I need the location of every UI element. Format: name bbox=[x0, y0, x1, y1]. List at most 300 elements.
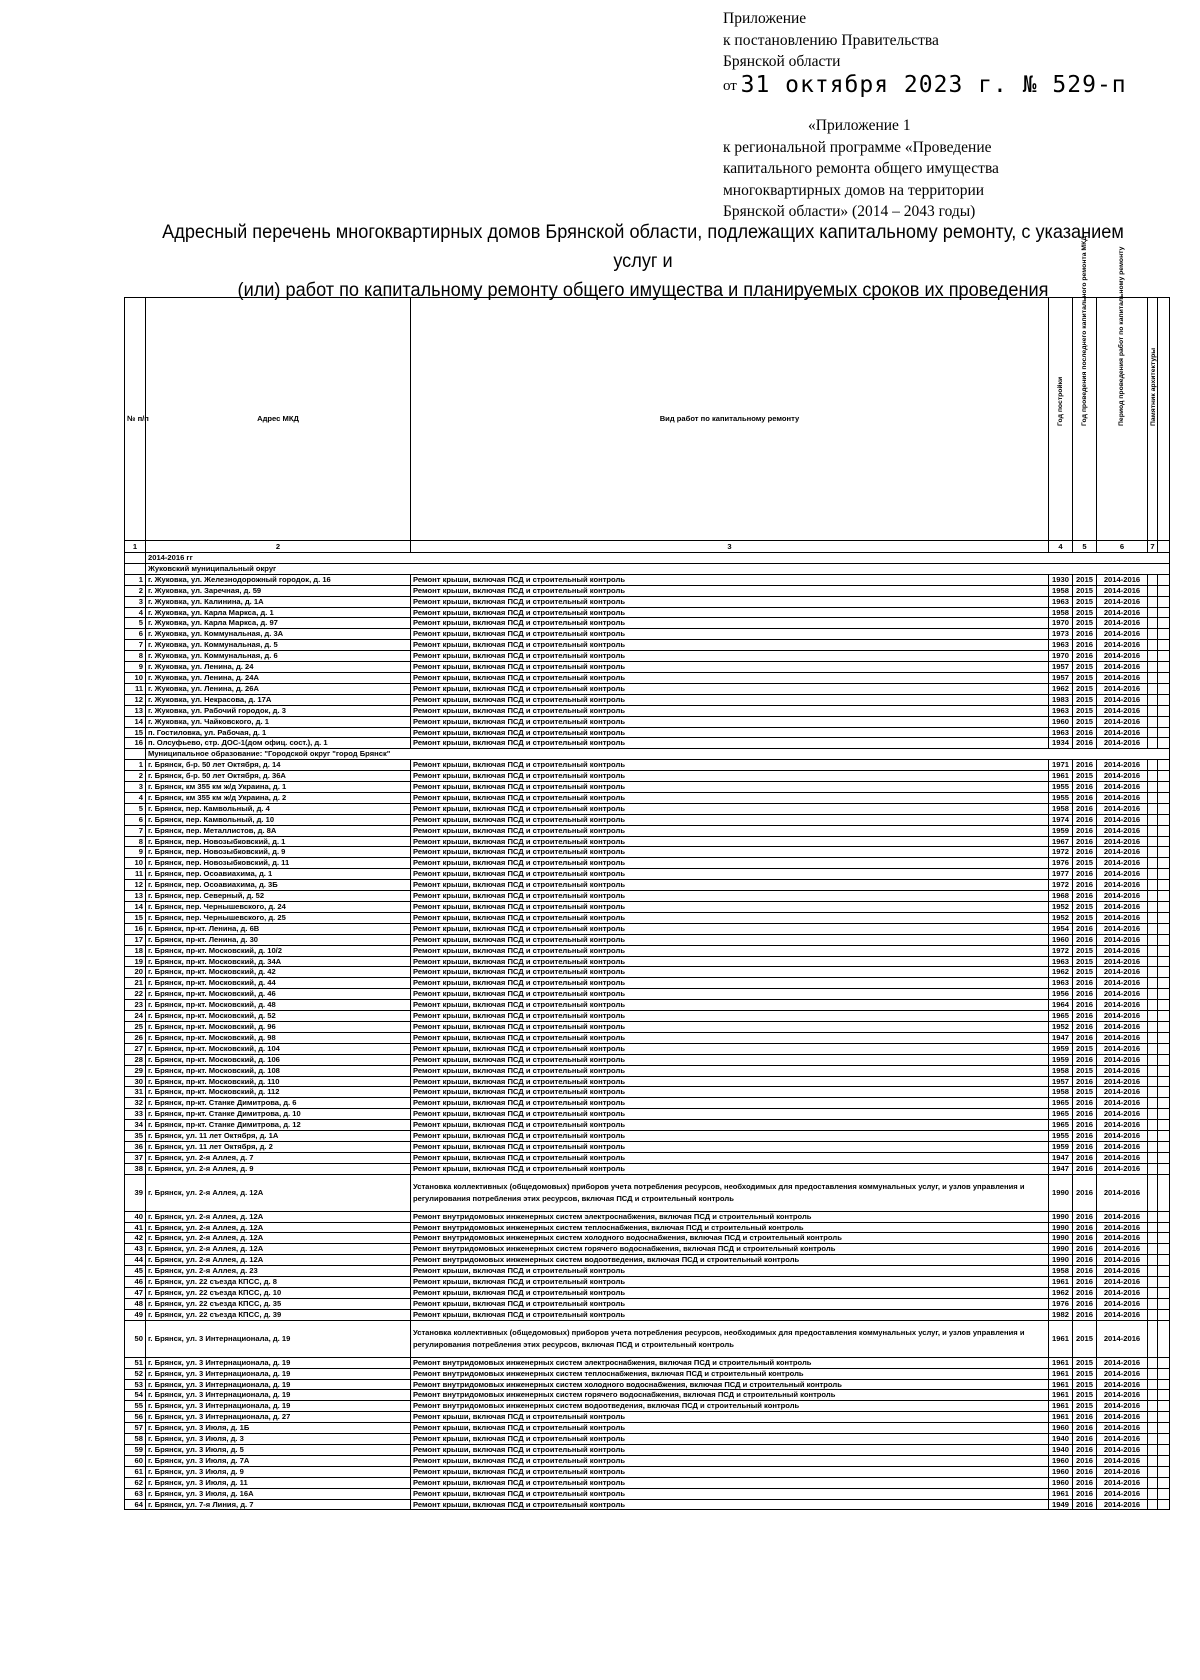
row-last-repair: 2016 bbox=[1073, 782, 1097, 793]
row-address: г. Брянск, ул. 2-я Аллея, д. 9 bbox=[146, 1163, 411, 1174]
row-work-type: Ремонт крыши, включая ПСД и строительный контроль bbox=[411, 880, 1049, 891]
table-row bbox=[125, 716, 1170, 727]
row-year-built: 1961 bbox=[1049, 1488, 1073, 1499]
row-monument bbox=[1148, 1021, 1158, 1032]
row-monument bbox=[1148, 1011, 1158, 1022]
row-monument bbox=[1148, 1434, 1158, 1445]
row-monument bbox=[1148, 1233, 1158, 1244]
row-address: г. Жуковка, ул. Коммунальная, д. 3А bbox=[146, 629, 411, 640]
row-monument bbox=[1148, 836, 1158, 847]
row-address: г. Брянск, ул. 3 Июля, д. 9 bbox=[146, 1466, 411, 1477]
row-last-repair: 2016 bbox=[1073, 1011, 1097, 1022]
row-monument bbox=[1148, 1320, 1158, 1357]
row-monument bbox=[1148, 858, 1158, 869]
row-work-type: Ремонт крыши, включая ПСД и строительный контроль bbox=[411, 989, 1049, 1000]
row-address: г. Брянск, ул. 22 съезда КПСС, д. 39 bbox=[146, 1309, 411, 1320]
table-row bbox=[125, 727, 1170, 738]
row-year-built: 1974 bbox=[1049, 814, 1073, 825]
row-monument bbox=[1148, 814, 1158, 825]
row-address: п. Олсуфьево, стр. ДОС-1(дом офиц. сост.), д. 1 bbox=[146, 738, 411, 749]
row-last-repair: 2016 bbox=[1073, 651, 1097, 662]
row-period: 2014-2016 bbox=[1097, 672, 1148, 683]
row-address: г. Брянск, пер. Новозыбковский, д. 1 bbox=[146, 836, 411, 847]
row-year-built: 1961 bbox=[1049, 1368, 1073, 1379]
row-year-built: 1963 bbox=[1049, 596, 1073, 607]
row-spacer bbox=[1158, 1222, 1170, 1233]
row-number: 45 bbox=[125, 1266, 146, 1277]
row-spacer bbox=[1158, 1141, 1170, 1152]
row-work-type: Установка коллективных (общедомовых) приборов учета потребления ресурсов, необходимых для предоставления коммунальных услуг, и узлов управления и регулирования потребления этих ресурсов, включая ПСД и строительный контроль bbox=[411, 1174, 1049, 1211]
row-year-built: 1982 bbox=[1049, 1309, 1073, 1320]
row-year-built: 1973 bbox=[1049, 629, 1073, 640]
row-last-repair: 2016 bbox=[1073, 1000, 1097, 1011]
row-spacer bbox=[1158, 1390, 1170, 1401]
row-spacer bbox=[1158, 1455, 1170, 1466]
row-spacer bbox=[1158, 596, 1170, 607]
row-last-repair: 2015 bbox=[1073, 1320, 1097, 1357]
row-last-repair: 2016 bbox=[1073, 1423, 1097, 1434]
row-spacer bbox=[1158, 923, 1170, 934]
row-address: г. Брянск, пер. Новозыбковский, д. 9 bbox=[146, 847, 411, 858]
table-row bbox=[125, 945, 1170, 956]
row-spacer bbox=[1158, 814, 1170, 825]
program-appendix-title: «Приложение 1 bbox=[808, 117, 911, 134]
row-address: г. Брянск, пр-кт. Московский, д. 48 bbox=[146, 1000, 411, 1011]
row-period: 2014-2016 bbox=[1097, 727, 1148, 738]
row-spacer bbox=[1158, 574, 1170, 585]
table-row bbox=[125, 803, 1170, 814]
row-monument bbox=[1148, 771, 1158, 782]
row-year-built: 1963 bbox=[1049, 978, 1073, 989]
row-work-type: Ремонт крыши, включая ПСД и строительный контроль bbox=[411, 585, 1049, 596]
row-period: 2014-2016 bbox=[1097, 858, 1148, 869]
row-period: 2014-2016 bbox=[1097, 1455, 1148, 1466]
row-work-type: Ремонт внутридомовых инженерных систем горячего водоснабжения, включая ПСД и строительный контроль bbox=[411, 1390, 1049, 1401]
row-number: 1 bbox=[125, 574, 146, 585]
row-period: 2014-2016 bbox=[1097, 1109, 1148, 1120]
row-spacer bbox=[1158, 705, 1170, 716]
table-row bbox=[125, 705, 1170, 716]
row-number: 5 bbox=[125, 803, 146, 814]
row-period: 2014-2016 bbox=[1097, 683, 1148, 694]
row-last-repair: 2015 bbox=[1073, 912, 1097, 923]
table-row bbox=[125, 672, 1170, 683]
row-work-type: Ремонт крыши, включая ПСД и строительный контроль bbox=[411, 967, 1049, 978]
row-monument bbox=[1148, 803, 1158, 814]
row-year-built: 1972 bbox=[1049, 847, 1073, 858]
row-work-type: Ремонт крыши, включая ПСД и строительный контроль bbox=[411, 1434, 1049, 1445]
row-year-built: 1961 bbox=[1049, 1320, 1073, 1357]
table-row bbox=[125, 1423, 1170, 1434]
row-number: 64 bbox=[125, 1499, 146, 1510]
row-last-repair: 2016 bbox=[1073, 1152, 1097, 1163]
row-period: 2014-2016 bbox=[1097, 1423, 1148, 1434]
row-period: 2014-2016 bbox=[1097, 651, 1148, 662]
row-last-repair: 2016 bbox=[1073, 847, 1097, 858]
table-row bbox=[125, 1233, 1170, 1244]
table-body bbox=[125, 553, 1170, 1510]
row-number: 14 bbox=[125, 716, 146, 727]
row-address: г. Жуковка, ул. Коммунальная, д. 6 bbox=[146, 651, 411, 662]
row-period: 2014-2016 bbox=[1097, 771, 1148, 782]
row-spacer bbox=[1158, 1076, 1170, 1087]
row-period: 2014-2016 bbox=[1097, 1087, 1148, 1098]
row-period: 2014-2016 bbox=[1097, 1390, 1148, 1401]
column-number: 1 bbox=[125, 541, 146, 553]
row-year-built: 1990 bbox=[1049, 1211, 1073, 1222]
row-last-repair: 2016 bbox=[1073, 1222, 1097, 1233]
row-period: 2014-2016 bbox=[1097, 956, 1148, 967]
row-last-repair: 2016 bbox=[1073, 1298, 1097, 1309]
row-spacer bbox=[1158, 978, 1170, 989]
row-number: 33 bbox=[125, 1109, 146, 1120]
row-work-type: Ремонт крыши, включая ПСД и строительный контроль bbox=[411, 1011, 1049, 1022]
row-last-repair: 2015 bbox=[1073, 705, 1097, 716]
row-monument bbox=[1148, 1309, 1158, 1320]
row-number: 63 bbox=[125, 1488, 146, 1499]
header-period bbox=[1097, 246, 1148, 541]
row-year-built: 1961 bbox=[1049, 1277, 1073, 1288]
row-monument bbox=[1148, 1466, 1158, 1477]
row-year-built: 1965 bbox=[1049, 1109, 1073, 1120]
row-number: 20 bbox=[125, 967, 146, 978]
row-work-type: Ремонт крыши, включая ПСД и строительный контроль bbox=[411, 923, 1049, 934]
row-number: 56 bbox=[125, 1412, 146, 1423]
row-work-type: Ремонт крыши, включая ПСД и строительный контроль bbox=[411, 1065, 1049, 1076]
table-row bbox=[125, 1444, 1170, 1455]
row-period: 2014-2016 bbox=[1097, 847, 1148, 858]
table-row bbox=[125, 1065, 1170, 1076]
row-work-type: Ремонт крыши, включая ПСД и строительный контроль bbox=[411, 782, 1049, 793]
row-number: 12 bbox=[125, 880, 146, 891]
table-row bbox=[125, 1076, 1170, 1087]
row-address: г. Брянск, пр-кт. Станке Димитрова, д. 12 bbox=[146, 1120, 411, 1131]
row-monument bbox=[1148, 1054, 1158, 1065]
row-work-type: Ремонт крыши, включая ПСД и строительный контроль bbox=[411, 1488, 1049, 1499]
table-row bbox=[125, 1152, 1170, 1163]
row-period: 2014-2016 bbox=[1097, 1379, 1148, 1390]
row-address: г. Брянск, пер. Камвольный, д. 10 bbox=[146, 814, 411, 825]
row-address: г. Брянск, пер. Чернышевского, д. 24 bbox=[146, 902, 411, 913]
row-spacer bbox=[1158, 1163, 1170, 1174]
row-period: 2014-2016 bbox=[1097, 1065, 1148, 1076]
row-work-type: Ремонт крыши, включая ПСД и строительный контроль bbox=[411, 1120, 1049, 1131]
row-address: г. Брянск, ул. 3 Интернационала, д. 27 bbox=[146, 1412, 411, 1423]
row-period: 2014-2016 bbox=[1097, 1320, 1148, 1357]
row-work-type: Ремонт крыши, включая ПСД и строительный контроль bbox=[411, 1109, 1049, 1120]
row-spacer bbox=[1158, 760, 1170, 771]
decree-date-line bbox=[723, 73, 1163, 98]
row-last-repair: 2016 bbox=[1073, 1141, 1097, 1152]
row-monument bbox=[1148, 1043, 1158, 1054]
table-row bbox=[125, 858, 1170, 869]
table-row bbox=[125, 1131, 1170, 1142]
row-year-built: 1976 bbox=[1049, 1298, 1073, 1309]
row-monument bbox=[1148, 825, 1158, 836]
row-work-type: Ремонт крыши, включая ПСД и строительный контроль bbox=[411, 1087, 1049, 1098]
row-work-type: Ремонт крыши, включая ПСД и строительный контроль bbox=[411, 574, 1049, 585]
row-spacer bbox=[1158, 1087, 1170, 1098]
row-address: г. Брянск, км 355 км ж/д Украина, д. 1 bbox=[146, 782, 411, 793]
row-address: г. Брянск, ул. 3 Июля, д. 5 bbox=[146, 1444, 411, 1455]
table-row bbox=[125, 1011, 1170, 1022]
row-number: 30 bbox=[125, 1076, 146, 1087]
row-year-built: 1960 bbox=[1049, 934, 1073, 945]
row-last-repair: 2016 bbox=[1073, 1021, 1097, 1032]
row-work-type: Ремонт крыши, включая ПСД и строительный контроль bbox=[411, 1277, 1049, 1288]
row-last-repair: 2016 bbox=[1073, 1109, 1097, 1120]
row-number: 58 bbox=[125, 1434, 146, 1445]
row-spacer bbox=[1158, 1434, 1170, 1445]
row-number: 51 bbox=[125, 1357, 146, 1368]
row-last-repair: 2015 bbox=[1073, 574, 1097, 585]
row-address: г. Брянск, ул. 22 съезда КПСС, д. 8 bbox=[146, 1277, 411, 1288]
table-row bbox=[125, 1222, 1170, 1233]
row-number: 8 bbox=[125, 836, 146, 847]
row-spacer bbox=[1158, 1499, 1170, 1510]
row-number: 22 bbox=[125, 989, 146, 1000]
row-year-built: 1957 bbox=[1049, 1076, 1073, 1087]
row-year-built: 1954 bbox=[1049, 923, 1073, 934]
table-row bbox=[125, 978, 1170, 989]
row-year-built: 1990 bbox=[1049, 1255, 1073, 1266]
row-number: 26 bbox=[125, 1032, 146, 1043]
row-monument bbox=[1148, 716, 1158, 727]
row-spacer bbox=[1158, 738, 1170, 749]
row-number: 40 bbox=[125, 1211, 146, 1222]
row-last-repair: 2015 bbox=[1073, 902, 1097, 913]
row-monument bbox=[1148, 760, 1158, 771]
row-number: 61 bbox=[125, 1466, 146, 1477]
row-monument bbox=[1148, 847, 1158, 858]
row-last-repair: 2015 bbox=[1073, 1043, 1097, 1054]
program-line: капитального ремонта общего имущества bbox=[723, 160, 999, 177]
row-number: 60 bbox=[125, 1455, 146, 1466]
row-work-type: Ремонт крыши, включая ПСД и строительный контроль bbox=[411, 1032, 1049, 1043]
row-period: 2014-2016 bbox=[1097, 1466, 1148, 1477]
row-address: г. Брянск, б-р. 50 лет Октября, д. 14 bbox=[146, 760, 411, 771]
row-address: г. Брянск, ул. 3 Интернационала, д. 19 bbox=[146, 1320, 411, 1357]
row-address: г. Брянск, ул. 3 Интернационала, д. 19 bbox=[146, 1368, 411, 1379]
row-work-type: Ремонт крыши, включая ПСД и строительный контроль bbox=[411, 902, 1049, 913]
table-row bbox=[125, 683, 1170, 694]
row-period: 2014-2016 bbox=[1097, 1488, 1148, 1499]
row-period: 2014-2016 bbox=[1097, 1288, 1148, 1299]
row-address: г. Брянск, пер. Осоавиахима, д. 3Б bbox=[146, 880, 411, 891]
row-address: г. Жуковка, ул. Чайковского, д. 1 bbox=[146, 716, 411, 727]
row-number: 47 bbox=[125, 1288, 146, 1299]
row-address: г. Брянск, ул. 7-я Линия, д. 7 bbox=[146, 1499, 411, 1510]
row-year-built: 1964 bbox=[1049, 1000, 1073, 1011]
row-monument bbox=[1148, 1379, 1158, 1390]
table-row bbox=[125, 1174, 1170, 1211]
row-monument bbox=[1148, 1032, 1158, 1043]
row-spacer bbox=[1158, 1152, 1170, 1163]
table-row bbox=[125, 1211, 1170, 1222]
row-monument bbox=[1148, 956, 1158, 967]
table-row bbox=[125, 1499, 1170, 1510]
row-period: 2014-2016 bbox=[1097, 1098, 1148, 1109]
row-monument bbox=[1148, 1141, 1158, 1152]
row-number: 62 bbox=[125, 1477, 146, 1488]
row-work-type: Ремонт крыши, включая ПСД и строительный контроль bbox=[411, 760, 1049, 771]
row-last-repair: 2015 bbox=[1073, 607, 1097, 618]
row-work-type: Ремонт крыши, включая ПСД и строительный контроль bbox=[411, 618, 1049, 629]
row-work-type: Ремонт внутридомовых инженерных систем водоотведения, включая ПСД и строительный контроль bbox=[411, 1401, 1049, 1412]
table-row bbox=[125, 1032, 1170, 1043]
row-number: 6 bbox=[125, 629, 146, 640]
row-number: 7 bbox=[125, 640, 146, 651]
row-year-built: 1965 bbox=[1049, 1120, 1073, 1131]
row-monument bbox=[1148, 1401, 1158, 1412]
row-spacer bbox=[1158, 1266, 1170, 1277]
row-number: 37 bbox=[125, 1152, 146, 1163]
row-address: г. Брянск, пр-кт. Московский, д. 42 bbox=[146, 967, 411, 978]
row-work-type: Ремонт внутридомовых инженерных систем водоотведения, включая ПСД и строительный контроль bbox=[411, 1255, 1049, 1266]
table-row bbox=[125, 836, 1170, 847]
row-spacer bbox=[1158, 902, 1170, 913]
row-work-type: Ремонт крыши, включая ПСД и строительный контроль bbox=[411, 683, 1049, 694]
row-address: г. Брянск, пр-кт. Московский, д. 44 bbox=[146, 978, 411, 989]
row-spacer bbox=[1158, 1466, 1170, 1477]
row-last-repair: 2016 bbox=[1073, 1455, 1097, 1466]
row-address: г. Брянск, б-р. 50 лет Октября, д. 36А bbox=[146, 771, 411, 782]
row-address: г. Брянск, пр-кт. Московский, д. 46 bbox=[146, 989, 411, 1000]
decree-date-handwritten: 31 октября 2023 г. № 529-п bbox=[740, 71, 1127, 98]
row-period: 2014-2016 bbox=[1097, 1054, 1148, 1065]
row-period: 2014-2016 bbox=[1097, 1255, 1148, 1266]
row-monument bbox=[1148, 618, 1158, 629]
row-monument bbox=[1148, 574, 1158, 585]
row-last-repair: 2015 bbox=[1073, 716, 1097, 727]
row-monument bbox=[1148, 1065, 1158, 1076]
row-last-repair: 2015 bbox=[1073, 1368, 1097, 1379]
row-number: 44 bbox=[125, 1255, 146, 1266]
row-address: г. Брянск, ул. 2-я Аллея, д. 12А bbox=[146, 1233, 411, 1244]
header-last-repair-text: Год проведения последнего капитального ремонта МКД bbox=[1080, 235, 1088, 426]
row-last-repair: 2016 bbox=[1073, 1277, 1097, 1288]
row-period: 2014-2016 bbox=[1097, 803, 1148, 814]
header-spacer bbox=[1158, 298, 1170, 541]
row-number: 32 bbox=[125, 1098, 146, 1109]
table-row bbox=[125, 1087, 1170, 1098]
row-spacer bbox=[1158, 956, 1170, 967]
table-row bbox=[125, 1309, 1170, 1320]
row-year-built: 1949 bbox=[1049, 1499, 1073, 1510]
row-number: 35 bbox=[125, 1131, 146, 1142]
row-period: 2014-2016 bbox=[1097, 1152, 1148, 1163]
row-monument bbox=[1148, 1266, 1158, 1277]
row-spacer bbox=[1158, 1244, 1170, 1255]
table-row bbox=[125, 1120, 1170, 1131]
row-address: г. Брянск, ул. 2-я Аллея, д. 7 bbox=[146, 1152, 411, 1163]
row-spacer bbox=[1158, 1288, 1170, 1299]
row-year-built: 1940 bbox=[1049, 1444, 1073, 1455]
row-monument bbox=[1148, 1163, 1158, 1174]
row-last-repair: 2016 bbox=[1073, 1233, 1097, 1244]
row-number: 52 bbox=[125, 1368, 146, 1379]
column-number: 4 bbox=[1049, 541, 1073, 553]
row-monument bbox=[1148, 672, 1158, 683]
table-row bbox=[125, 1244, 1170, 1255]
header-year-built-text: Год постройки bbox=[1056, 376, 1064, 426]
row-last-repair: 2016 bbox=[1073, 1054, 1097, 1065]
row-period: 2014-2016 bbox=[1097, 792, 1148, 803]
header-year-built bbox=[1049, 298, 1073, 541]
row-last-repair: 2016 bbox=[1073, 792, 1097, 803]
row-number: 24 bbox=[125, 1011, 146, 1022]
row-monument bbox=[1148, 1255, 1158, 1266]
row-work-type: Ремонт крыши, включая ПСД и строительный контроль bbox=[411, 1499, 1049, 1510]
row-period: 2014-2016 bbox=[1097, 1309, 1148, 1320]
row-number: 3 bbox=[125, 596, 146, 607]
row-year-built: 1958 bbox=[1049, 1266, 1073, 1277]
row-spacer bbox=[1158, 618, 1170, 629]
row-last-repair: 2016 bbox=[1073, 1244, 1097, 1255]
table-row bbox=[125, 607, 1170, 618]
row-spacer bbox=[1158, 629, 1170, 640]
row-monument bbox=[1148, 683, 1158, 694]
row-spacer bbox=[1158, 1477, 1170, 1488]
row-year-built: 1990 bbox=[1049, 1174, 1073, 1211]
row-last-repair: 2016 bbox=[1073, 1255, 1097, 1266]
row-last-repair: 2016 bbox=[1073, 1488, 1097, 1499]
row-last-repair: 2015 bbox=[1073, 945, 1097, 956]
row-address: г. Жуковка, ул. Рабочий городок, д. 3 bbox=[146, 705, 411, 716]
row-work-type: Ремонт крыши, включая ПСД и строительный контроль bbox=[411, 672, 1049, 683]
row-last-repair: 2016 bbox=[1073, 1076, 1097, 1087]
row-last-repair: 2016 bbox=[1073, 923, 1097, 934]
row-monument bbox=[1148, 651, 1158, 662]
row-work-type: Ремонт крыши, включая ПСД и строительный контроль bbox=[411, 956, 1049, 967]
row-period: 2014-2016 bbox=[1097, 1120, 1148, 1131]
table-row bbox=[125, 1298, 1170, 1309]
row-address: г. Брянск, пер. Осоавиахима, д. 1 bbox=[146, 869, 411, 880]
row-work-type: Ремонт крыши, включая ПСД и строительный контроль bbox=[411, 640, 1049, 651]
row-spacer bbox=[1158, 1401, 1170, 1412]
row-year-built: 1957 bbox=[1049, 672, 1073, 683]
row-year-built: 1968 bbox=[1049, 891, 1073, 902]
row-address: г. Брянск, ул. 22 съезда КПСС, д. 10 bbox=[146, 1288, 411, 1299]
row-work-type: Ремонт крыши, включая ПСД и строительный контроль bbox=[411, 1412, 1049, 1423]
row-number: 49 bbox=[125, 1309, 146, 1320]
row-address: г. Брянск, ул. 11 лет Октября, д. 1А bbox=[146, 1131, 411, 1142]
table-row bbox=[125, 782, 1170, 793]
row-spacer bbox=[1158, 1233, 1170, 1244]
row-address: г. Брянск, ул. 3 Июля, д. 1Б bbox=[146, 1423, 411, 1434]
row-period: 2014-2016 bbox=[1097, 1021, 1148, 1032]
row-number: 42 bbox=[125, 1233, 146, 1244]
row-spacer bbox=[1158, 847, 1170, 858]
row-period: 2014-2016 bbox=[1097, 967, 1148, 978]
row-number: 15 bbox=[125, 912, 146, 923]
row-work-type: Ремонт крыши, включая ПСД и строительный контроль bbox=[411, 1455, 1049, 1466]
row-monument bbox=[1148, 640, 1158, 651]
row-spacer bbox=[1158, 771, 1170, 782]
group-spacer bbox=[125, 749, 146, 760]
row-spacer bbox=[1158, 640, 1170, 651]
row-year-built: 1976 bbox=[1049, 858, 1073, 869]
row-address: г. Брянск, ул. 2-я Аллея, д. 12А bbox=[146, 1255, 411, 1266]
row-number: 19 bbox=[125, 956, 146, 967]
row-address: г. Жуковка, ул. Калинина, д. 1А bbox=[146, 596, 411, 607]
row-work-type: Ремонт крыши, включая ПСД и строительный контроль bbox=[411, 1076, 1049, 1087]
row-number: 4 bbox=[125, 792, 146, 803]
row-year-built: 1990 bbox=[1049, 1222, 1073, 1233]
row-period: 2014-2016 bbox=[1097, 607, 1148, 618]
row-monument bbox=[1148, 782, 1158, 793]
row-last-repair: 2015 bbox=[1073, 1357, 1097, 1368]
